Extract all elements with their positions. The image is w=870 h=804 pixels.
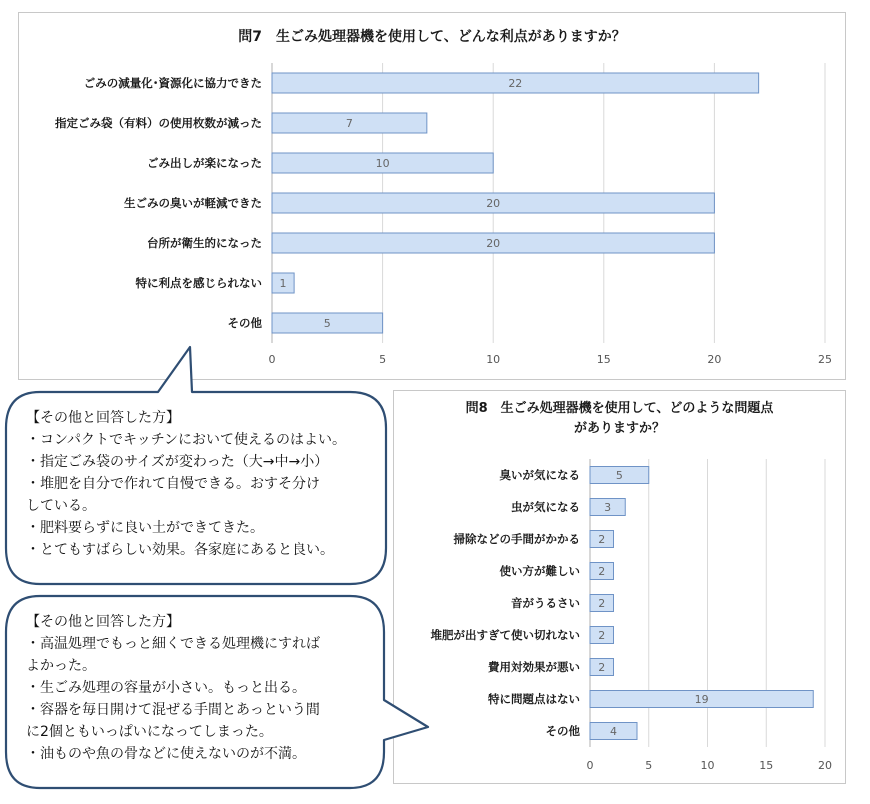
q7-x-tick-label: 20 bbox=[707, 353, 722, 366]
q8-data-label: 2 bbox=[598, 533, 606, 546]
q8-category-label: 特に問題点はない bbox=[488, 692, 580, 706]
callout-1-line-6: ・とてもすばらしい効果。各家庭にあると良い。 bbox=[26, 542, 334, 558]
q8-data-label: 3 bbox=[604, 501, 612, 514]
callout-1-line-3: ・堆肥を自分で作れて自慢できる。おすそ分け bbox=[26, 476, 320, 492]
q8-x-tick-label: 5 bbox=[645, 759, 653, 772]
callout-1-line-1: ・コンパクトでキッチンにおいて使えるのはよい。 bbox=[26, 432, 347, 448]
q8-category-label: 音がうるさい bbox=[511, 596, 580, 610]
q8-data-label: 5 bbox=[615, 469, 623, 482]
q7-x-tick-label: 0 bbox=[268, 353, 276, 366]
q8-category-label: 使い方が難しい bbox=[499, 564, 580, 578]
callout-2-line-3: ・生ごみ処理の容量が小さい。もっと出る。 bbox=[26, 680, 306, 696]
q8-x-tick-label: 20 bbox=[818, 759, 832, 772]
q7-category-label: ごみ出しが楽になった bbox=[147, 156, 262, 170]
q7-category-label: 指定ごみ袋（有料）の使用枚数が減った bbox=[55, 116, 262, 130]
q7-x-tick-label: 15 bbox=[596, 353, 611, 366]
q8-x-tick-label: 15 bbox=[759, 759, 774, 772]
callout-2-line-5: に2個ともいっぱいになってしまった。 bbox=[26, 724, 273, 740]
q7-data-label: 10 bbox=[375, 157, 390, 170]
callout-2-text bbox=[26, 611, 382, 765]
q7-x-tick-label: 25 bbox=[818, 353, 832, 366]
q8-category-label: 虫が気になる bbox=[511, 500, 580, 514]
callout-2-line-6: ・油ものや魚の骨などに使えないのが不満。 bbox=[26, 746, 306, 762]
q7-data-label: 20 bbox=[486, 237, 501, 250]
chart-title-q7-text: 問7 生ごみ処理器機を使用して、どんな利点がありますか？ bbox=[238, 29, 626, 45]
callout-1-line-5: ・肥料要らずに良い土ができてきた。 bbox=[26, 520, 264, 536]
q8-data-label: 2 bbox=[598, 629, 606, 642]
q7-data-label: 22 bbox=[508, 77, 523, 90]
q7-category-label: 台所が衛生的になった bbox=[147, 236, 262, 250]
q7-data-label: 1 bbox=[279, 277, 287, 290]
q7-data-label: 20 bbox=[486, 197, 501, 210]
q8-data-label: 4 bbox=[610, 725, 617, 738]
q8-category-label: 堆肥が出すぎて使い切れない bbox=[430, 628, 580, 642]
callout-1-heading: 【その他と回答した方】 bbox=[26, 410, 180, 426]
callout-1-text bbox=[26, 407, 382, 561]
q8-category-label: 掃除などの手間がかかる bbox=[453, 532, 580, 546]
callout-1-line-2: ・指定ごみ袋のサイズが変わった（大→中→小） bbox=[26, 454, 329, 470]
q8-category-label: 臭いが気になる bbox=[499, 468, 580, 482]
callout-2-heading: 【その他と回答した方】 bbox=[26, 614, 180, 630]
q7-x-tick-label: 5 bbox=[379, 353, 387, 366]
q7-category-label: 特に利点を感じられない bbox=[135, 276, 262, 290]
q8-category-label: 費用対効果が悪い bbox=[488, 660, 580, 674]
callout-2-line-2: よかった。 bbox=[26, 658, 96, 674]
q7-category-label: その他 bbox=[227, 316, 262, 330]
q7-category-label: ごみの減量化･資源化に協力できた bbox=[83, 76, 262, 90]
q8-data-label: 19 bbox=[694, 693, 709, 706]
chart-title-q8-line-2: がありますか？ bbox=[573, 421, 665, 436]
callout-2-line-1: ・高温処理でもっと細くできる処理機にすれば bbox=[26, 636, 320, 652]
callout-1-line-4: している。 bbox=[26, 498, 96, 514]
q7-x-tick-label: 10 bbox=[486, 353, 501, 366]
q7-data-label: 5 bbox=[323, 317, 331, 330]
q8-data-label: 2 bbox=[598, 565, 606, 578]
q7-data-label: 7 bbox=[345, 117, 353, 130]
callout-2-line-4: ・容器を毎日開けて混ぜる手間とあっという間 bbox=[26, 702, 320, 718]
q8-x-tick-label: 0 bbox=[586, 759, 594, 772]
q7-category-label: 生ごみの臭いが軽減できた bbox=[124, 196, 262, 210]
q8-data-label: 2 bbox=[598, 661, 606, 674]
q8-x-tick-label: 10 bbox=[700, 759, 715, 772]
chart-title-q8-line-1: 問8 生ごみ処理器機を使用して、どのような問題点 bbox=[465, 401, 774, 416]
q8-category-label: その他 bbox=[545, 724, 580, 738]
q8-data-label: 2 bbox=[598, 597, 606, 610]
